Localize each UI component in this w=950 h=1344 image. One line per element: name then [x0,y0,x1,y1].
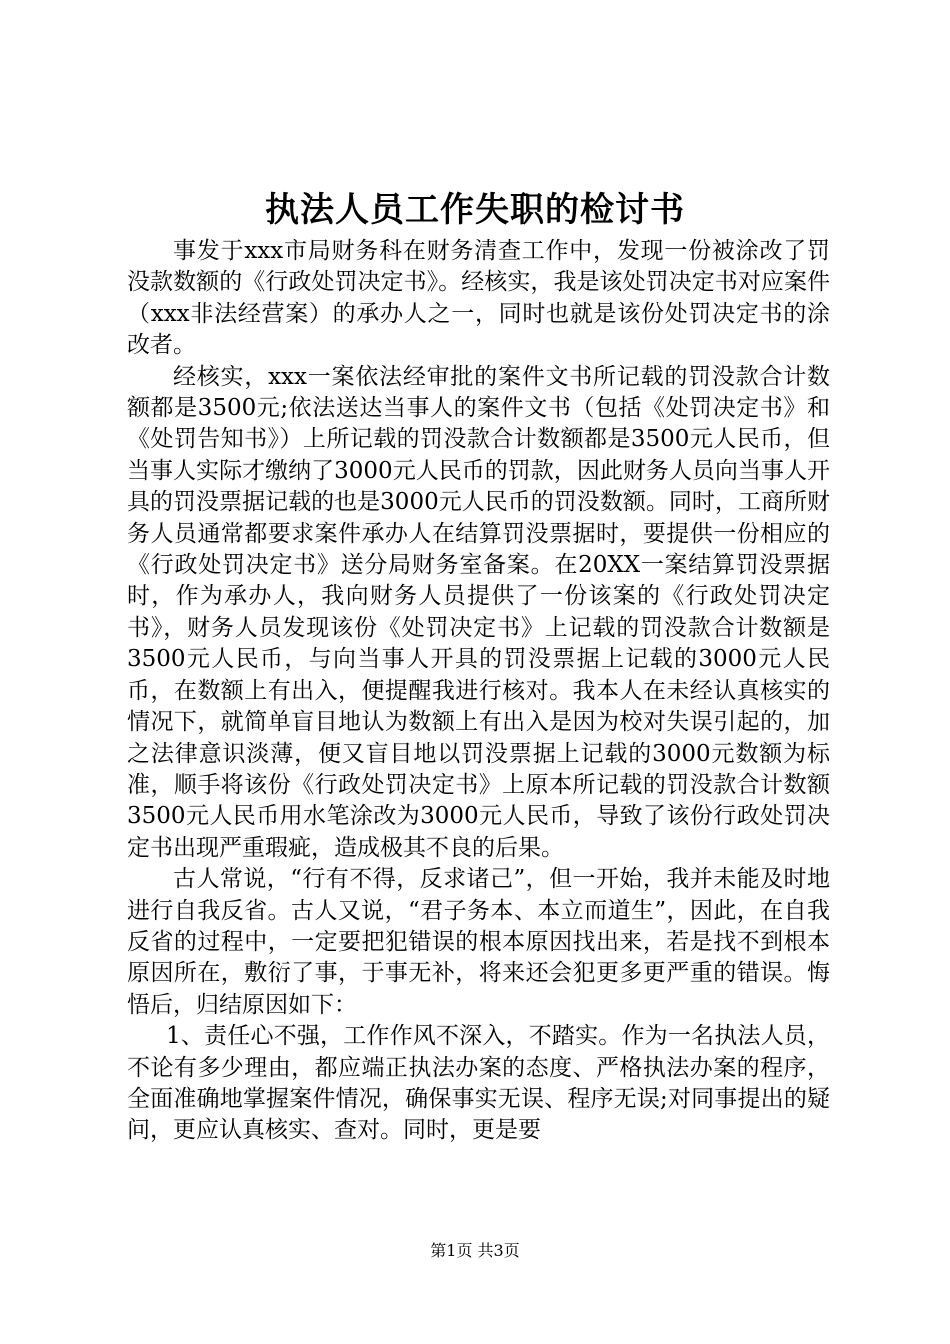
document-title: 执法人员工作失职的检讨书 [265,190,685,230]
paragraph-verification: 经核实，xxx一案依法经审批的案件文书所记载的罚没款合计数额都是3500元;依法送达当事人的案件文书（包括《处罚决定书》和《处罚告知书》）上所记载的罚没款合计数额都是3500元人民币，但当事人实际才缴纳了3000元人民币的罚款，因此财务人员向当事人开具的罚没票据记载的也是3000元人民币的罚没数额。同时，工商所财务人员通常都要求案件承办人在结算罚没票据时，要提供一份相应的《行政处罚决定书》送分局财务室备案。在20XX一案结算罚没票据时，作为承办人，我向财务人员提供了一份该案的《行政处罚决定书》，财务人员发现该份《处罚决定书》上记载的罚没款合计数额是3500元人民币，与向当事人开具的罚没票据上记载的3000元人民币，在数额上有出入，便提醒我进行核对。我本人在未经认真核实的情况下，就简单盲目地认为数额上有出入是因为校对失误引起的，加之法律意识淡薄，便又盲目地以罚没票据上记载的3000元数额为标准，顺手将该份《行政处罚决定书》上原本所记载的罚没款合计数额3500元人民币用水笔涂改为3000元人民币，导致了该份行政处罚决定书出现严重瑕疵，造成极其不良的后果。 [127,363,830,861]
page-footer: 第1页 共3页 [430,1241,520,1260]
document-body [127,236,830,1147]
paragraph-incident: 事发于xxx市局财务科在财务清查工作中，发现一份被涂改了罚没款数额的《行政处罚决定书》。经核实，我是该处罚决定书对应案件（xxx非法经营案）的承办人之一，同时也就是该份处罚决定书的涂改者。 [127,238,830,359]
paragraph-reflection: 古人常说，“行有不得，反求诸己”，但一开始，我并未能及时地进行自我反省。古人又说，“君子务本、本立而道生”，因此，在自我反省的过程中，一定要把犯错误的根本原因找出来，若是找不到根本原因所在，敷衍了事，于事无补，将来还会犯更多更严重的错误。悔悟后，归结原因如下： [127,866,830,1018]
paragraph-reason-1: 1、责任心不强，工作作风不深入，不踏实。作为一名执法人员，不论有多少理由，都应端正执法办案的态度、严格执法办案的程序，全面准确地掌握案件情况，确保事实无误、程序无误;对同事提出的疑问，更应认真核实、查对。同时，更是要 [127,1023,830,1144]
